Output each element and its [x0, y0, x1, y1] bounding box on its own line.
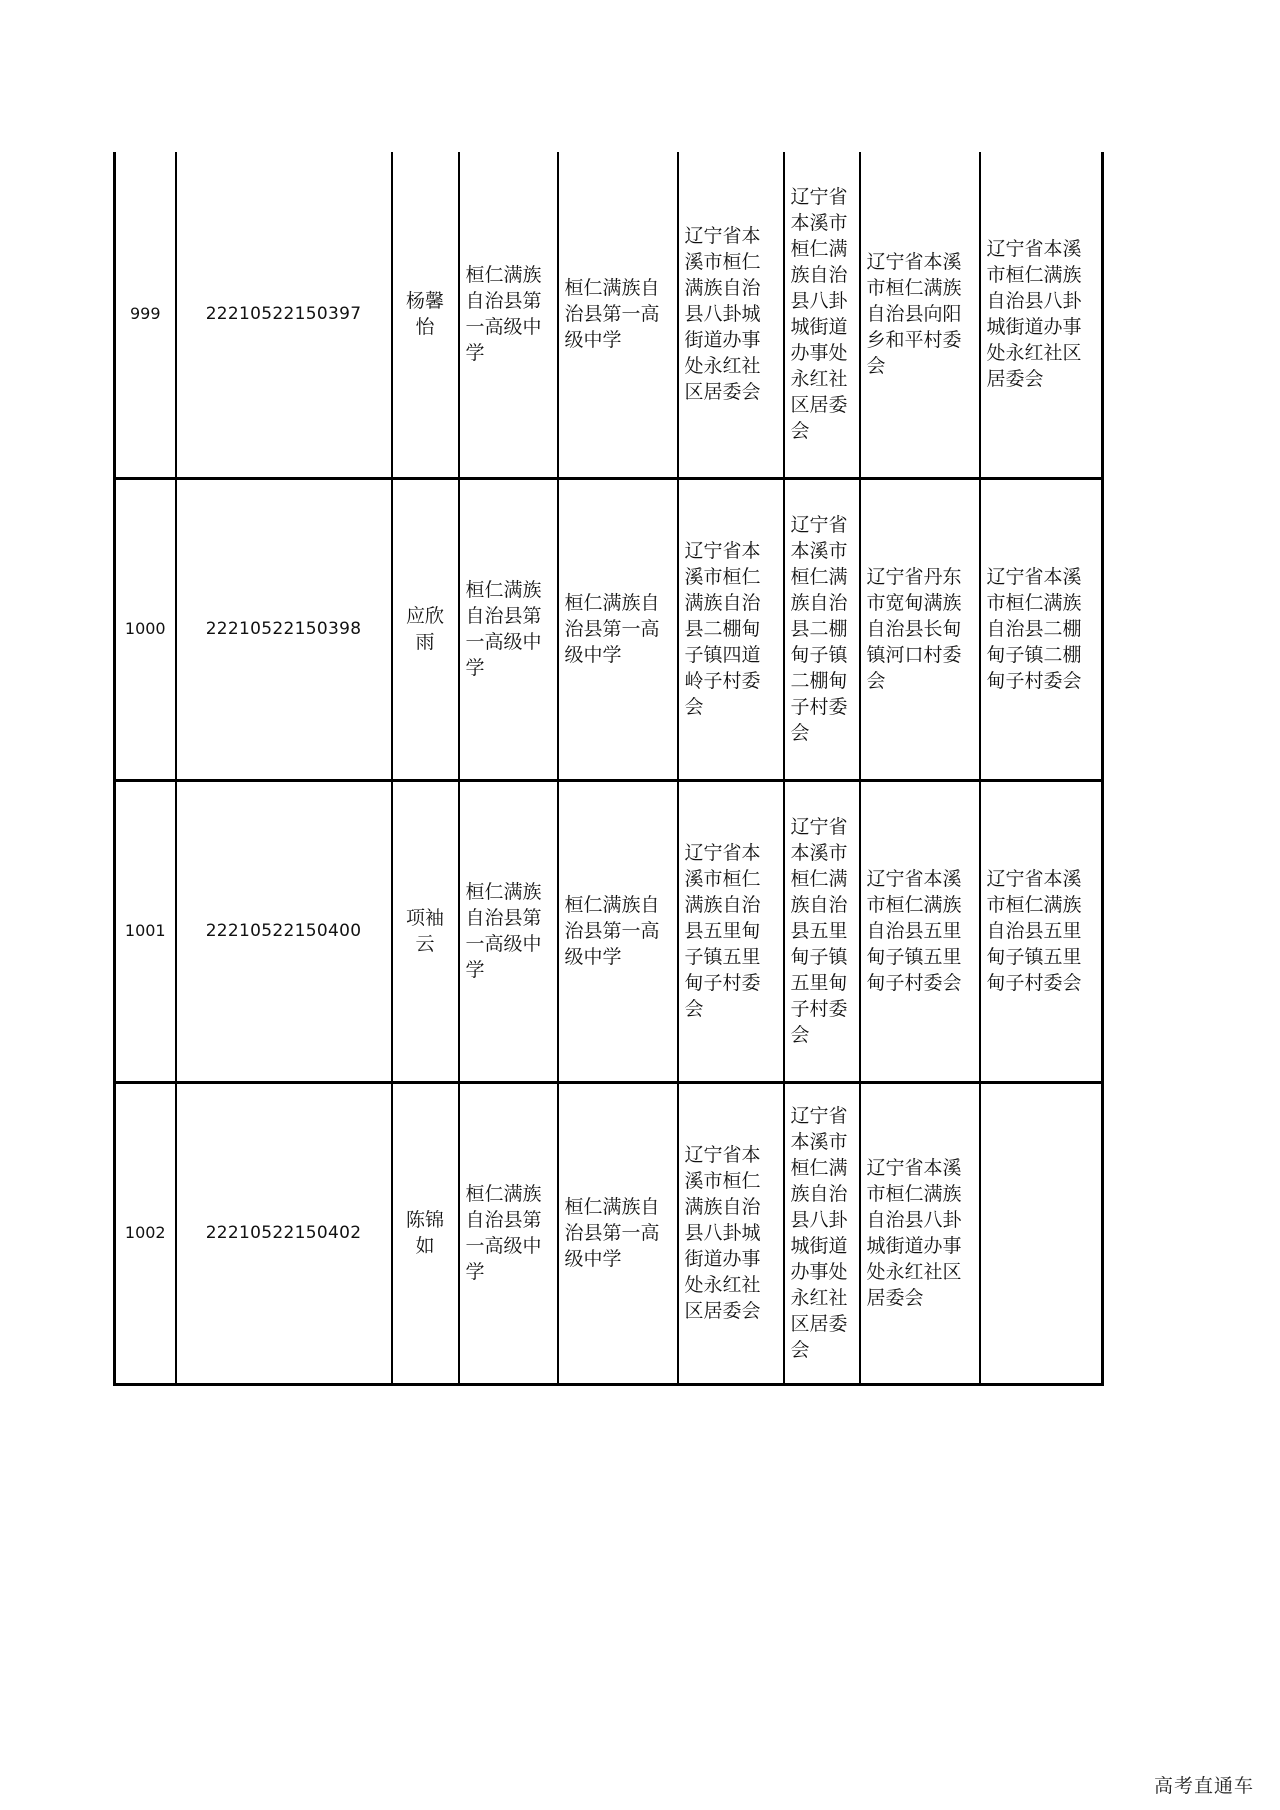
table-row	[115, 152, 1103, 478]
graduation-school-cell: 桓仁满族自 治县第一高 级中学	[558, 1082, 678, 1384]
residence-address-cell: 辽宁省 本溪市 桓仁满 族自治 县二棚 甸子镇 二棚甸 子村委 会	[784, 478, 860, 780]
school-cell: 桓仁满族 自治县第 一高级中 学	[459, 1082, 558, 1384]
student-name-cell: 陈锦 如	[392, 1082, 459, 1384]
exam-id-cell: 22210522150400	[176, 780, 392, 1082]
row-number-cell: 1001	[115, 780, 176, 1082]
father-address-cell: 辽宁省本溪 市桓仁满族 自治县八卦 城街道办事 处永红社区 居委会	[860, 1082, 980, 1384]
table-row	[115, 478, 1103, 780]
exam-id-cell: 22210522150397	[176, 152, 392, 478]
school-cell: 桓仁满族 自治县第 一高级中 学	[459, 478, 558, 780]
father-address-cell: 辽宁省本溪 市桓仁满族 自治县五里 甸子镇五里 甸子村委会	[860, 780, 980, 1082]
residence-address-cell: 辽宁省 本溪市 桓仁满 族自治 县八卦 城街道 办事处 永红社 区居委 会	[784, 152, 860, 478]
residence-address-cell: 辽宁省 本溪市 桓仁满 族自治 县八卦 城街道 办事处 永红社 区居委 会	[784, 1082, 860, 1384]
household-address-cell: 辽宁省本 溪市桓仁 满族自治 县二棚甸 子镇四道 岭子村委 会	[678, 478, 784, 780]
table-body	[115, 152, 1103, 1384]
table-row	[115, 780, 1103, 1082]
mother-address-cell: 辽宁省本溪 市桓仁满族 自治县五里 甸子镇五里 甸子村委会	[980, 780, 1103, 1082]
household-address-cell: 辽宁省本 溪市桓仁 满族自治 县八卦城 街道办事 处永红社 区居委会	[678, 152, 784, 478]
graduation-school-cell: 桓仁满族自 治县第一高 级中学	[558, 780, 678, 1082]
father-address-cell: 辽宁省丹东 市宽甸满族 自治县长甸 镇河口村委 会	[860, 478, 980, 780]
table-row	[115, 1082, 1103, 1384]
exam-id-cell: 22210522150402	[176, 1082, 392, 1384]
row-number-cell: 1000	[115, 478, 176, 780]
records-table	[113, 152, 1104, 1386]
student-name-cell: 项袖 云	[392, 780, 459, 1082]
student-name-cell: 应欣 雨	[392, 478, 459, 780]
school-cell: 桓仁满族 自治县第 一高级中 学	[459, 152, 558, 478]
mother-address-cell	[980, 1082, 1103, 1384]
household-address-cell: 辽宁省本 溪市桓仁 满族自治 县五里甸 子镇五里 甸子村委 会	[678, 780, 784, 1082]
graduation-school-cell: 桓仁满族自 治县第一高 级中学	[558, 152, 678, 478]
residence-address-cell: 辽宁省 本溪市 桓仁满 族自治 县五里 甸子镇 五里甸 子村委 会	[784, 780, 860, 1082]
row-number-cell: 999	[115, 152, 176, 478]
student-name-cell: 杨馨 怡	[392, 152, 459, 478]
school-cell: 桓仁满族 自治县第 一高级中 学	[459, 780, 558, 1082]
graduation-school-cell: 桓仁满族自 治县第一高 级中学	[558, 478, 678, 780]
exam-id-cell: 22210522150398	[176, 478, 392, 780]
household-address-cell: 辽宁省本 溪市桓仁 满族自治 县八卦城 街道办事 处永红社 区居委会	[678, 1082, 784, 1384]
row-number-cell: 1002	[115, 1082, 176, 1384]
mother-address-cell: 辽宁省本溪 市桓仁满族 自治县八卦 城街道办事 处永红社区 居委会	[980, 152, 1103, 478]
watermark: 高考直通车	[1153, 1775, 1254, 1797]
mother-address-cell: 辽宁省本溪 市桓仁满族 自治县二棚 甸子镇二棚 甸子村委会	[980, 478, 1103, 780]
father-address-cell: 辽宁省本溪 市桓仁满族 自治县向阳 乡和平村委 会	[860, 152, 980, 478]
